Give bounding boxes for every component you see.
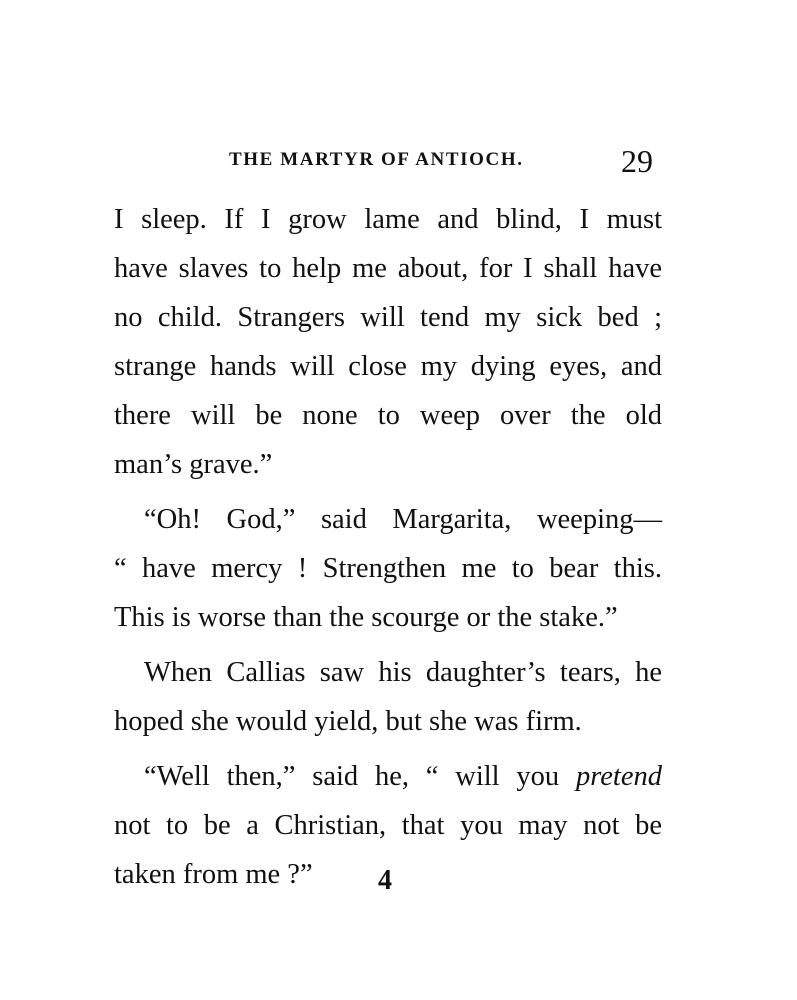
text-line: strange hands will close my dying eyes, and: [114, 351, 662, 382]
text-line: no child. Strangers will tend my sick bed ;: [114, 302, 662, 333]
text-line: I sleep. If I grow lame and blind, I must: [114, 204, 662, 235]
italic-emphasis: pretend: [576, 761, 663, 792]
running-title: THE MARTYR OF ANTIOCH.: [229, 149, 524, 170]
signature-mark: 4: [378, 865, 392, 896]
text-line: “ have mercy ! Strengthen me to bear this.: [114, 553, 662, 584]
text-line: When Callias saw his daughter’s tears, he: [144, 657, 662, 688]
text-line: there will be none to weep over the old: [114, 400, 662, 431]
text-line: “Oh! God,” said Margarita, weeping—: [144, 504, 662, 535]
text-line: This is worse than the scourge or the stake.”: [114, 602, 618, 633]
text-line: not to be a Christian, that you may not be: [114, 810, 662, 841]
text-line: taken from me ?”: [114, 859, 313, 890]
page-number: 29: [621, 143, 653, 179]
body-text: [114, 195, 662, 899]
text-span: “Well then,” said he, “ will you: [144, 761, 560, 792]
running-head: [0, 143, 797, 183]
text-line: have slaves to help me about, for I shall have: [114, 253, 662, 284]
text-line: man’s grave.”: [114, 449, 273, 480]
text-line: [114, 752, 662, 801]
text-line: hoped she would yield, but she was firm.: [114, 706, 582, 737]
